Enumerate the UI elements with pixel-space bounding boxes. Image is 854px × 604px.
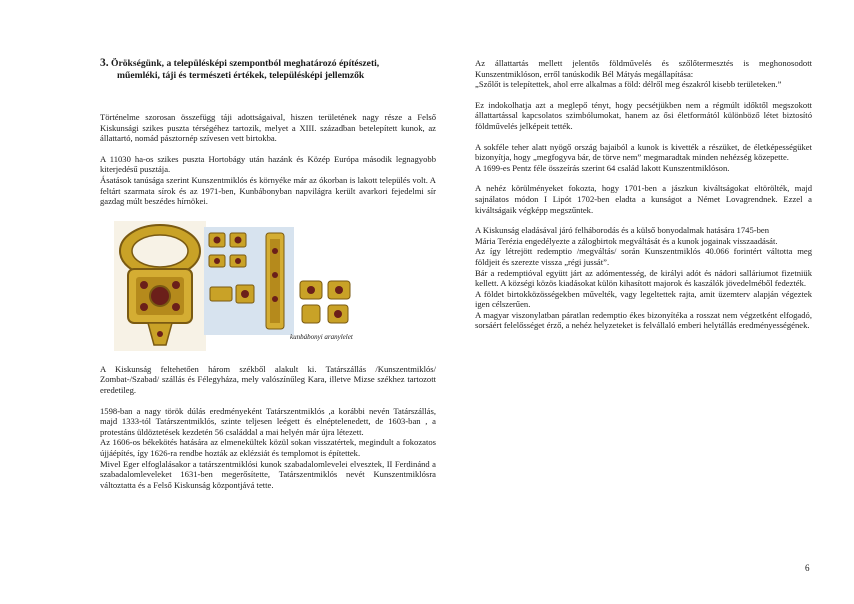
quote-paragraph: „Szőlőt is telepítettek, ahol erre alkalmas a föld: délről meg északról kisebb területeken.” bbox=[475, 79, 782, 90]
section-number: 3. bbox=[100, 57, 109, 69]
section-heading bbox=[100, 58, 436, 81]
paragraph: Történelme szorosan összefügg táji adottságaival, hiszen területének nagy része a Felső Kiskunsági szikes puszta térségéhez tartozik, melyet a XIII. században betelepített kunok, az állattartó, nomád pásztornép szívesen vett birtokba. bbox=[100, 112, 436, 144]
paragraph: A 11030 ha-os szikes puszta Hortobágy után hazánk és Közép Európa második legnagyobb kiterjedésű pusztája. bbox=[100, 153, 436, 175]
paragraph: Bár a redemptióval együtt járt az adómentesség, de királyi adót és nádori salláriumot fizetniük kellett. A községi közös kiadásokat külön kihasított majorok és kaszálók jövedelméből fedezték. bbox=[475, 267, 812, 289]
gold-treasure-figure bbox=[100, 219, 436, 354]
paragraph: A nehéz körülményeket fokozta, hogy 1701-ben a jászkun kiváltságokat eltörölték, majd sajnálatos módon I Lipót 1702-ben eladta a kunságot a Német Lovagrendnek. Ezzel a kiváltságaik végképp megszűntek. bbox=[475, 183, 812, 215]
left-column bbox=[100, 58, 436, 500]
paragraph: Ásatások tanúsága szerint Kunszentmiklós és környéke már az ókorban is lakott település volt. A feltárt szarmata sírok és az 1971-ben, Kunbábonyban napvilágra került avarkori fejedelmi sír gazdag múlt beszédes hírnökei. bbox=[100, 174, 436, 207]
paragraph: 1598-ban a nagy török dúlás eredményeként Tatárszentmiklós ,a korábbi nevén Tatárszállás, majd 1333-tól Tatárszentmiklós, szinte teljesen leégett és elnéptelenedett, de 1603-ban , a protestáns üldöztetések kezdetén 56 családdal a mai helyén már újra létezett. bbox=[100, 405, 436, 437]
paragraph: A földet birtokközösségekben művelték, vagy legeltettek rajta, amit üzemterv alapján végeztek igen célszerűen. bbox=[475, 288, 812, 310]
gold-fittings-image bbox=[204, 227, 294, 335]
paragraph: A magyar viszonylatban páratlan redemptio ékes bizonyítéka a rosszat nem végzetként elfogadó, sorsáért felelősséget érző, a nehéz helyzeteket is felvállaló emberi helytállás eredményességének. bbox=[475, 309, 812, 331]
paragraph: Mivel Eger elfoglalásakor a tatárszentmiklósi kunok szabadalomlevelei elvesztek, II Ferdinánd a szabadalomleveleket 1631-ben megerősítette, Tatárszentmiklós nevét Kunszentmiklósra változtatta és a Felső Kiskunság központjává tette. bbox=[100, 458, 436, 490]
gold-plaques-image bbox=[298, 279, 354, 329]
paragraph: A Kiskunság feltehetően három székből alakult ki. Tatárszállás /Kunszentmiklós/ Zombat-/Szabad/ szállás és Félegyháza, mely valószínűleg Kara, illetve Mizse székhez tartozott eredetileg. bbox=[100, 363, 436, 395]
paragraph: A sokféle teher alatt nyögő ország bajaiból a kunok is kivették a részüket, de életképességüket bizonyítja, hogy „megfogyva bár, de törve nem” megmaradtak minden nehézség közepette. bbox=[475, 141, 812, 163]
page-number: 6 bbox=[805, 563, 810, 573]
paragraph: Az állattartás mellett jelentős földművelés és szőlőtermesztés is meghonosodott Kunszentmiklóson, erről tanúskodik Bél Mátyás megállapítása: bbox=[475, 58, 812, 79]
section-title-line2: műemléki, táji és természeti értékek, településképi jellemzők bbox=[117, 69, 365, 81]
figure-caption: kunbábonyi aranylelet bbox=[290, 332, 353, 341]
paragraph: Az így létrejött redemptio /megváltás/ során Kunszentmiklós 40.066 forintért váltotta meg földjeit és szerezte vissza „régi jussát”. bbox=[475, 246, 812, 267]
paragraph: A Kiskunság eladásával járó felháborodás és a külső bonyodalmak hatására 1745-ben bbox=[475, 225, 770, 236]
section-title-line1: Örökségünk, a településképi szempontból meghatározó építészeti, bbox=[111, 58, 380, 69]
paragraph: Az 1606-os békekötés hatására az elmenekültek közül sokan visszatértek, megindult a fokozatos újjáépítés, így 1626-ra rendbe hozták az eklézsiát és templomot is építettek. bbox=[100, 437, 436, 458]
gold-buckle-image bbox=[114, 221, 206, 351]
paragraph: A 1699-es Pentz féle összeírás szerint 64 család lakott Kunszentmiklóson. bbox=[475, 162, 730, 173]
paragraph: Ez indokolhatja azt a meglepő tényt, hogy pecsétjükben nem a régmúlt időktől megszokott állattartással kapcsolatos szimbólumokat, hanem az ősi életformától különböző létet biztosító földművelés jelképeit tették. bbox=[475, 99, 812, 131]
paragraph: Mária Terézia engedélyezte a zálogbirtok megváltását és a kunok jogainak visszaadását. bbox=[475, 235, 778, 246]
right-column bbox=[475, 58, 812, 331]
